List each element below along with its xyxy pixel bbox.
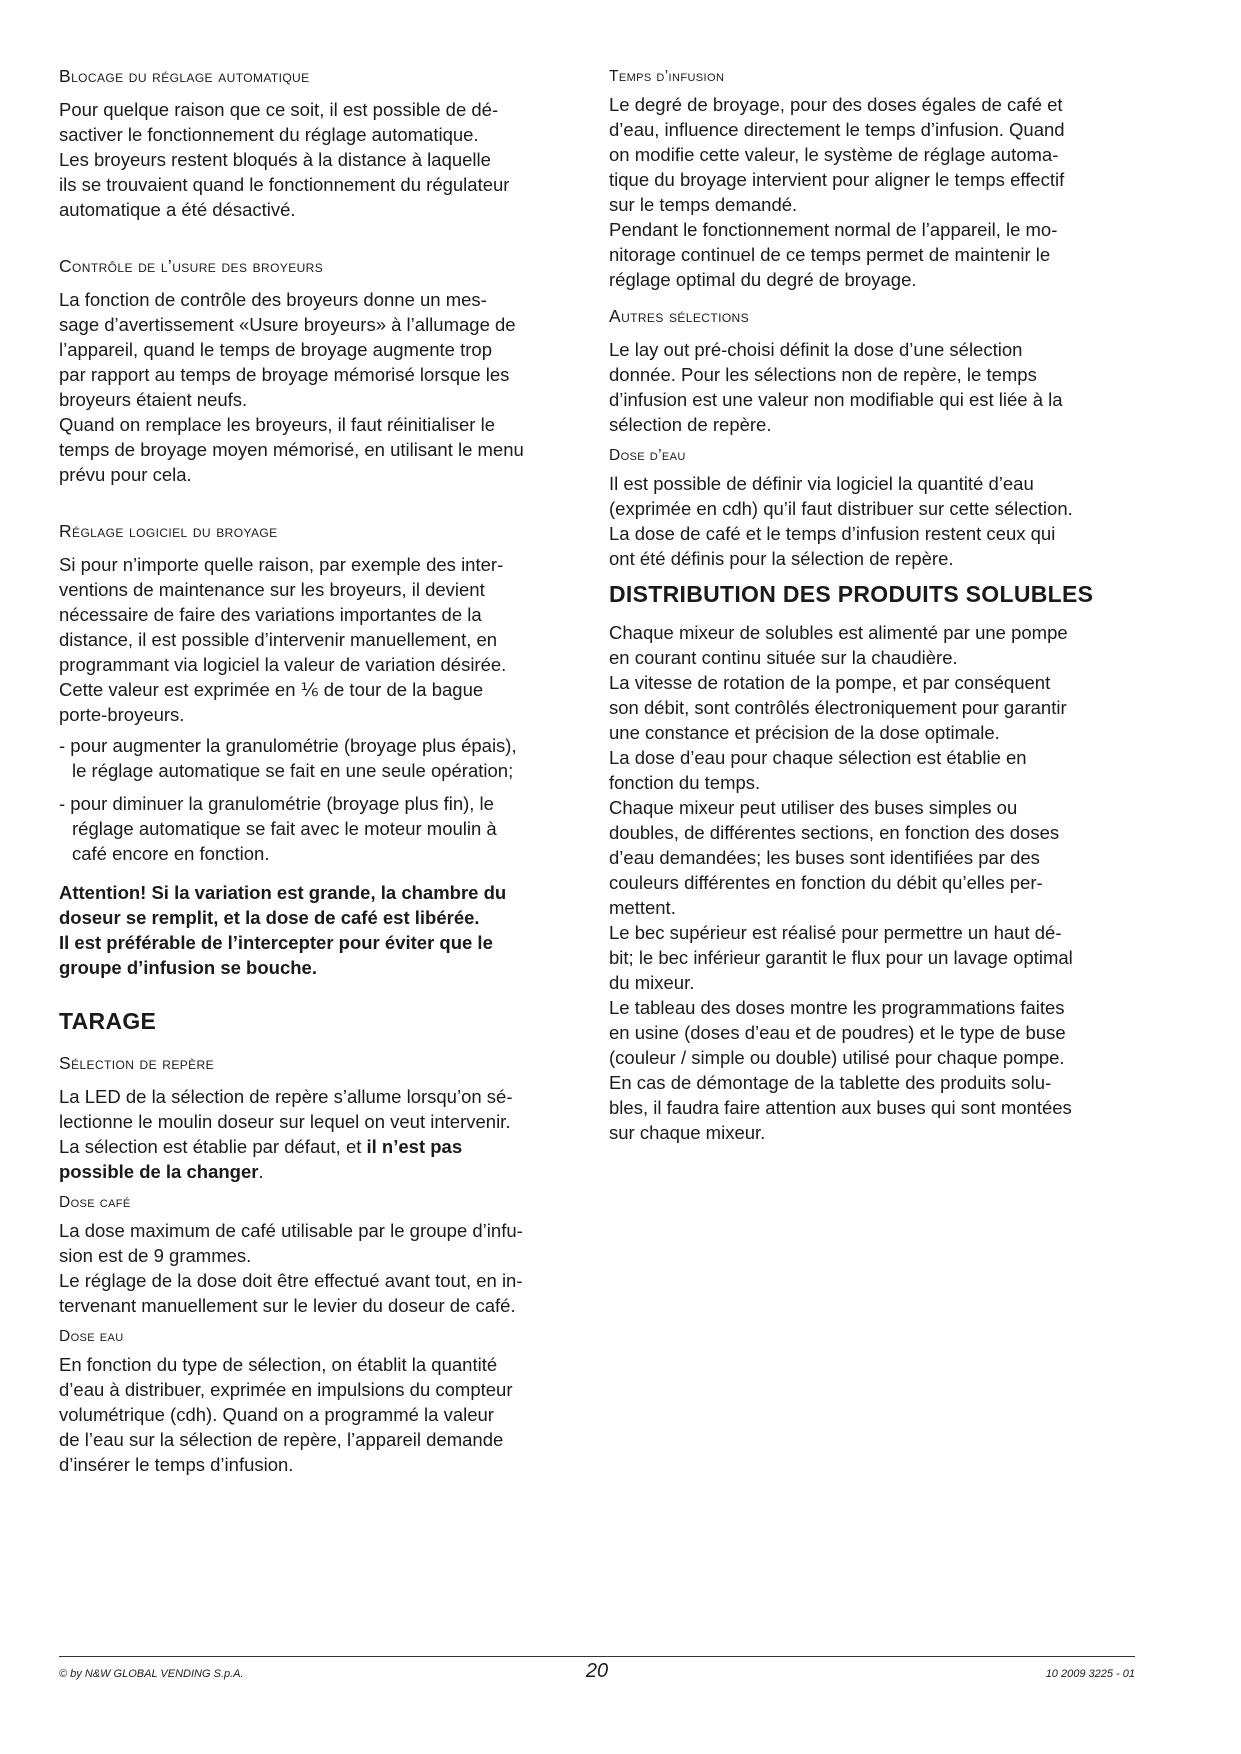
tarage-heading: TARAGE xyxy=(59,1008,157,1034)
list-item: - pour augmenter la granulométrie (broyage plus épais), le réglage automatique se fait en une seule opération; xyxy=(59,735,517,781)
section-controle xyxy=(59,256,579,487)
selection-bold: il n’est pas possible de la changer xyxy=(59,1136,463,1182)
section-selection xyxy=(59,1053,579,1184)
left-column xyxy=(59,66,579,1477)
warning-text: Attention! Si la variation est grande, la chambre du doseur se remplit, et la dose de café est libérée. Il est préférable de l’intercepter pour éviter que le groupe d’infusion se bouche. xyxy=(59,882,507,978)
section-title: Contrôle de l’usure des broyeurs xyxy=(59,256,324,276)
section-text: Le degré de broyage, pour des doses égales de café et d’eau, influence directement le temps d’infusion. Quand on modifie cette valeur, le système de réglage automa- tique du broyage intervient pour aligner le temps effectif sur le temps demandé. Pendant le fonctionnement normal de l’appareil, le mo- nitorage continuel de ce temps permet de maintenir le réglage optimal du degré de broyage. xyxy=(609,94,1065,290)
section-blocage xyxy=(59,66,579,222)
section-title: Dose d’eau xyxy=(609,447,686,464)
page-footer xyxy=(59,1656,1135,1687)
selection-text: La LED de la sélection de repère s’allume lorsqu’on sé- lectionne le moulin doseur sur lequel on veut intervenir. La sélection est établie par défaut, et xyxy=(59,1086,513,1157)
page-number: 20 xyxy=(585,1660,609,1682)
section-text: Le lay out pré-choisi définit la dose d’une sélection donnée. Pour les sélections non de repère, le temps d’infusion est une valeur non modifiable qui est liée à la sélection de repère. xyxy=(609,339,1063,435)
section-text: La fonction de contrôle des broyeurs donne un mes- sage d’avertissement «Usure broyeurs» à l’allumage de l’appareil, quand le temps de broyage augmente trop par rapport au temps de broyage mémorisé lorsque les broyeurs étaient neufs. Quand on remplace les broyeurs, il faut réinitialiser le temps de broyage moyen mémorisé, en utilisant le menu prévu pour cela. xyxy=(59,289,524,485)
section-title: Dose eau xyxy=(59,1328,124,1345)
section-dose-deau xyxy=(609,447,1134,571)
section-temps xyxy=(609,68,1134,292)
section-title: Temps d’infusion xyxy=(609,68,725,85)
footer-reference: 10 2009 3225 - 01 xyxy=(1045,1668,1135,1680)
section-title: Réglage logiciel du broyage xyxy=(59,521,278,541)
section-text: Pour quelque raison que ce soit, il est possible de dé- sactiver le fonctionnement du réglage automatique. Les broyeurs restent bloqués à la distance à laquelle ils se trouvaient quand le fonctionnement du régulateur automatique a été désactivé. xyxy=(59,99,510,220)
section-dose-eau xyxy=(59,1328,579,1477)
section-text xyxy=(59,1084,579,1184)
section-text: Il est possible de définir via logiciel la quantité d’eau (exprimée en cdh) qu’il faut distribuer sur cette sélection. La dose de café et le temps d’infusion restent ceux qui ont été définis pour la sélection de repère. xyxy=(609,473,1073,569)
section-title: Autres sélections xyxy=(609,306,750,326)
footer-copyright: © by N&W GLOBAL VENDING S.p.A. xyxy=(59,1668,244,1680)
distribution-text: Chaque mixeur de solubles est alimenté par une pompe en courant continu située sur la chaudière. La vitesse de rotation de la pompe, et par conséquent son débit, sont contrôlés électroniquement pour garantir une constance et précision de la dose optimale. La dose d’eau pour chaque sélection est établie en fonction du temps. Chaque mixeur peut utiliser des buses simples ou doubles, de différentes sections, en fonction des doses d’eau demandées; les buses sont identifiées par des couleurs différentes en fonction du débit qu’elles per- mettent. Le bec supérieur est réalisé pour permettre un haut dé- bit; le bec inférieur garantit le flux pour un lavage optimal du mixeur. Le tableau des doses montre les programmations faites en usine (doses d’eau et de poudres) et le type de buse (couleur / simple ou double) utilisé pour chaque pompe. En cas de démontage de la tablette des produits solu- bles, il faudra faire attention aux buses qui sont montées sur chaque mixeur. xyxy=(609,622,1073,1143)
section-autres xyxy=(609,306,1134,437)
section-title: Dose café xyxy=(59,1194,131,1211)
section-reglage xyxy=(59,521,579,980)
section-dose-cafe xyxy=(59,1194,579,1318)
selection-end: . xyxy=(258,1161,264,1182)
dash-list xyxy=(59,733,579,866)
section-text: Si pour n’importe quelle raison, par exemple des inter- ventions de maintenance sur les broyeurs, il devient nécessaire de faire des variations importantes de la distance, il est possible d’intervenir manuellement, en programmant via logiciel la valeur de variation désirée. Cette valeur est exprimée en ⅙ de tour de la bague porte-broyeurs. xyxy=(59,554,507,725)
distribution-heading: DISTRIBUTION DES PRODUITS SOLUBLES xyxy=(609,581,1094,607)
section-text: En fonction du type de sélection, on établit la quantité d’eau à distribuer, exprimée en impulsions du compteur volumétrique (cdh). Quand on a programmé la valeur de l’eau sur la sélection de repère, l’appareil demande d’insérer le temps d’infusion. xyxy=(59,1354,513,1475)
section-title: Sélection de repère xyxy=(59,1053,215,1073)
right-column xyxy=(609,68,1134,1145)
section-title: Blocage du réglage automatique xyxy=(59,66,310,86)
section-text: La dose maximum de café utilisable par le groupe d’infu- sion est de 9 grammes. Le réglage de la dose doit être effectué avant tout, en in- tervenant manuellement sur le levier du doseur de café. xyxy=(59,1220,523,1316)
list-item: - pour diminuer la granulométrie (broyage plus fin), le réglage automatique se fait avec le moteur moulin à café encore en fonction. xyxy=(59,793,497,864)
